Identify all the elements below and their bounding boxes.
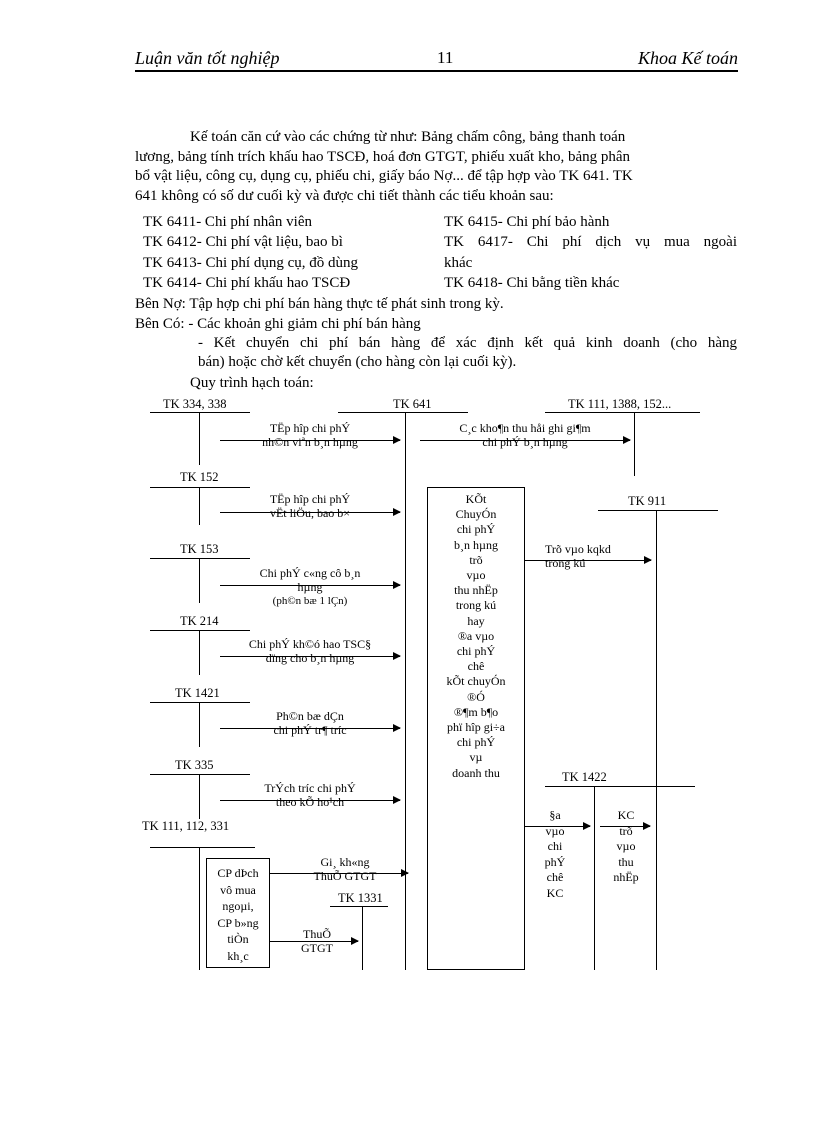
tk1422-kc-line: nhËp [613, 870, 639, 884]
label-tk1331: TK 1331 [338, 891, 383, 905]
header-right-title: Khoa Kế toán [637, 48, 738, 68]
tk1422-kc-text [608, 808, 644, 886]
outsourced-cost-box-line: CP dÞch [217, 866, 259, 880]
arrow6-label-l1: Ph©n bæ dÇn [276, 709, 344, 723]
tk641-top-line [338, 412, 468, 413]
transfer-cost-box-line: doanh thu [452, 765, 500, 780]
tk334-top-line [150, 412, 250, 413]
arrow7-label-l2: theo kÕ ho¹ch [275, 795, 345, 809]
tk1422-kc-line: vµo [616, 839, 636, 853]
tk1422-top-line [545, 786, 695, 787]
arrow10-label [292, 927, 342, 955]
arrow2-label-l2: chi phÝ b¸n hµng [482, 435, 568, 449]
process-title: Quy trình hạch toán: [190, 375, 314, 391]
label-tk641: TK 641 [393, 397, 432, 411]
outsourced-cost-box-line: CP b»ng [217, 915, 259, 930]
para-line-4: 641 không có số dư cuối kỳ và được chi tiết thành các tiểu khoản sau: [135, 187, 554, 204]
subaccount-6417-cont: khác [444, 255, 473, 271]
transfer-cost-box-line: thu nhËp [454, 583, 498, 598]
tk1422-transfer-line: phÝ [544, 854, 566, 869]
tk1421-vertical [199, 702, 200, 747]
tk911-top-line [598, 510, 718, 511]
outsourced-cost-box-line: tiÒn [227, 932, 249, 946]
outsourced-cost-box-line: kh¸c [227, 948, 249, 963]
tk335-vertical [199, 774, 200, 819]
tk1331-vertical [362, 906, 363, 970]
arrow3-label-l1: TËp hîp chi phÝ [269, 492, 351, 506]
subaccount-6418: TK 6418- Chi bằng tiền khác [444, 275, 620, 291]
subaccount-6417-line1: TK 6417- Chi phí dịch vụ mua ngoài [444, 234, 737, 250]
tk152-vertical [199, 487, 200, 525]
credit-cont-line1: - Kết chuyển chi phí bán hàng để xác định kết quả kinh doanh (cho hàng [198, 335, 737, 351]
credit-continuation [198, 334, 737, 354]
para-line-1: Kế toán căn cứ vào các chứng từ như: Bảng chấm công, bảng thanh toán [190, 129, 626, 145]
credit-side-line: Bên Có: - Các khoản ghi giảm chi phí bán hàng [135, 316, 421, 332]
tk214-top-line [150, 630, 250, 631]
label-tk335: TK 335 [175, 758, 214, 772]
tk1422-transfer-line: §a [549, 808, 561, 822]
arrow2-label [420, 421, 630, 449]
label-tk334: TK 334, 338 [163, 397, 227, 411]
label-tk214: TK 214 [180, 614, 219, 628]
arrow9-label-l1: Gi¸ kh«ng [320, 855, 370, 869]
arrow7-label [220, 781, 400, 809]
arrow8-label-l1: Trõ vµo kqkd [545, 542, 611, 556]
para-line-3: bổ vật liệu, công cụ, dụng cụ, phiếu chi, giấy báo Nợ... để tập hợp vào TK 641. TK [135, 168, 633, 184]
arrow5-label-l2: dïng cho b¸n hµng [265, 651, 355, 665]
arrow5-label-l1: Chi phÝ kh©ó hao TSC§ [248, 637, 372, 651]
transfer-cost-box-text [428, 492, 524, 781]
label-tk1422: TK 1422 [562, 770, 607, 784]
label-tk111-1388: TK 111, 1388, 152... [568, 397, 672, 411]
para-line-2: lương, bảng tính trích khấu hao TSCĐ, hoá đơn GTGT, phiếu xuất kho, bảng phân [135, 148, 631, 165]
tk111-1388-top-line [545, 412, 700, 413]
transfer-cost-box-line: ®Ó [467, 689, 485, 704]
outsourced-cost-box-text [207, 865, 269, 964]
transfer-cost-box-line: KÕt [465, 492, 487, 506]
transfer-cost-box-line: vµ [469, 750, 483, 765]
tk1422-transfer-line: chi [547, 839, 563, 853]
header-left-title: Luận văn tốt nghiệp [135, 48, 280, 68]
transfer-cost-box-line: chi phÝ [456, 522, 496, 537]
transfer-cost-box-line: trong kú [455, 598, 497, 613]
tk641-vertical [405, 412, 406, 970]
arrow3-label-l2: vËt liÖu, bao b× [269, 506, 351, 520]
tk152-top-line [150, 487, 250, 488]
subaccount-6414: TK 6414- Chi phí khấu hao TSCĐ [143, 275, 351, 291]
transfer-cost-box-line: ChuyÓn [455, 507, 497, 522]
arrow9-label [295, 855, 395, 883]
arrow10-label-l1: ThuÕ [303, 927, 331, 941]
tk1422-transfer-text [537, 808, 573, 901]
tk214-vertical [199, 630, 200, 675]
label-tk111-112: TK 111, 112, 331 [142, 819, 230, 833]
tk1422-kc-line: KC [617, 808, 635, 822]
page-number: 11 [437, 48, 454, 67]
tk334-vertical [199, 412, 200, 465]
arrow8-label-l2: trong kú [545, 556, 586, 570]
arrow1-label [220, 421, 400, 449]
outsourced-cost-box-line: vô mua [220, 882, 256, 897]
arrow5-label [220, 637, 400, 665]
arrow8-label [545, 542, 611, 570]
subaccount-6413: TK 6413- Chi phí dụng cụ, đồ dùng [143, 255, 358, 271]
tk1422-transfer-line: vµo [545, 823, 565, 838]
arrow9-label-l2: ThuÕ GTGT [313, 869, 377, 883]
tk1421-top-line [150, 702, 250, 703]
arrow4-label-l1: Chi phÝ c«ng cô b¸n [259, 566, 361, 580]
arrow2-label-l1: C¸c kho¶n thu håi ghi gi¶m [459, 421, 591, 435]
arrow1-label-l2: nh©n viªn b¸n hµng [262, 435, 358, 449]
tk153-vertical [199, 558, 200, 603]
outsourced-cost-box-line: ngoµi, [222, 899, 254, 913]
subaccount-6415: TK 6415- Chi phí bảo hành [444, 214, 610, 230]
tk1422-kc-line: trõ [619, 823, 633, 838]
transfer-cost-box-line: b¸n hµng [454, 537, 498, 552]
arrow6-label-l2: chi phÝ tr¶ tríc [273, 723, 347, 737]
subaccount-6411: TK 6411- Chi phí nhân viên [143, 214, 313, 230]
debit-side-line: Bên Nợ: Tập hợp chi phí bán hàng thực tế phát sinh trong kỳ. [135, 296, 504, 312]
label-tk1421: TK 1421 [175, 686, 220, 700]
credit-cont-line2: bán) hoặc chờ kết chuyển (cho hàng còn lại cuối kỳ). [198, 354, 517, 370]
arrow4-label-l3: (ph©n bæ 1 lÇn) [272, 595, 348, 607]
transfer-cost-box-line: phï hîp gi÷a [447, 720, 505, 735]
transfer-cost-box-line: chi phÝ [456, 735, 496, 750]
tk1422-transfer-line: KC [546, 885, 564, 900]
transfer-cost-box-line: kÕt chuyÓn [446, 674, 506, 689]
subaccount-6412: TK 6412- Chi phí vật liệu, bao bì [143, 234, 343, 250]
tk153-top-line [150, 558, 250, 559]
transfer-cost-box-line: chi phÝ [456, 644, 496, 659]
transfer-cost-box-line: hay [467, 613, 485, 628]
outsourced-cost-box [206, 858, 270, 968]
tk111-112-vertical [199, 847, 200, 970]
tk1331-top-line [330, 906, 388, 907]
transfer-cost-box-line: ®¶m b¶o [453, 704, 499, 719]
transfer-cost-box-line: vµo [466, 568, 486, 583]
tk1422-kc-line: thu [618, 854, 634, 869]
arrow6-label [220, 709, 400, 737]
label-tk152: TK 152 [180, 470, 219, 484]
tk111-112-top-line [150, 847, 255, 848]
arrow3-label [220, 492, 400, 520]
header-rule [135, 70, 738, 72]
arrow4-label-l2: hµng [297, 580, 323, 594]
subaccount-6417 [444, 233, 737, 253]
transfer-cost-box-line: ®a vµo [457, 628, 495, 643]
label-tk153: TK 153 [180, 542, 219, 556]
arrow4-label [220, 566, 400, 607]
intro-paragraph [135, 128, 737, 206]
tk1422-transfer-line: chê [546, 870, 564, 884]
transfer-cost-box-line: trõ [469, 552, 483, 567]
tk1422-vertical [594, 786, 595, 970]
transfer-cost-box [427, 487, 525, 970]
arrow7-label-l1: TrÝch tríc chi phÝ [264, 781, 356, 795]
tk111-1388-vertical [634, 412, 635, 476]
arrow1-label-l1: TËp hîp chi phÝ [269, 421, 351, 435]
tk335-top-line [150, 774, 250, 775]
arrow10-label-l2: GTGT [301, 941, 333, 955]
tk911-vertical [656, 510, 657, 970]
transfer-cost-box-line: chê [467, 659, 485, 674]
label-tk911: TK 911 [628, 494, 667, 508]
